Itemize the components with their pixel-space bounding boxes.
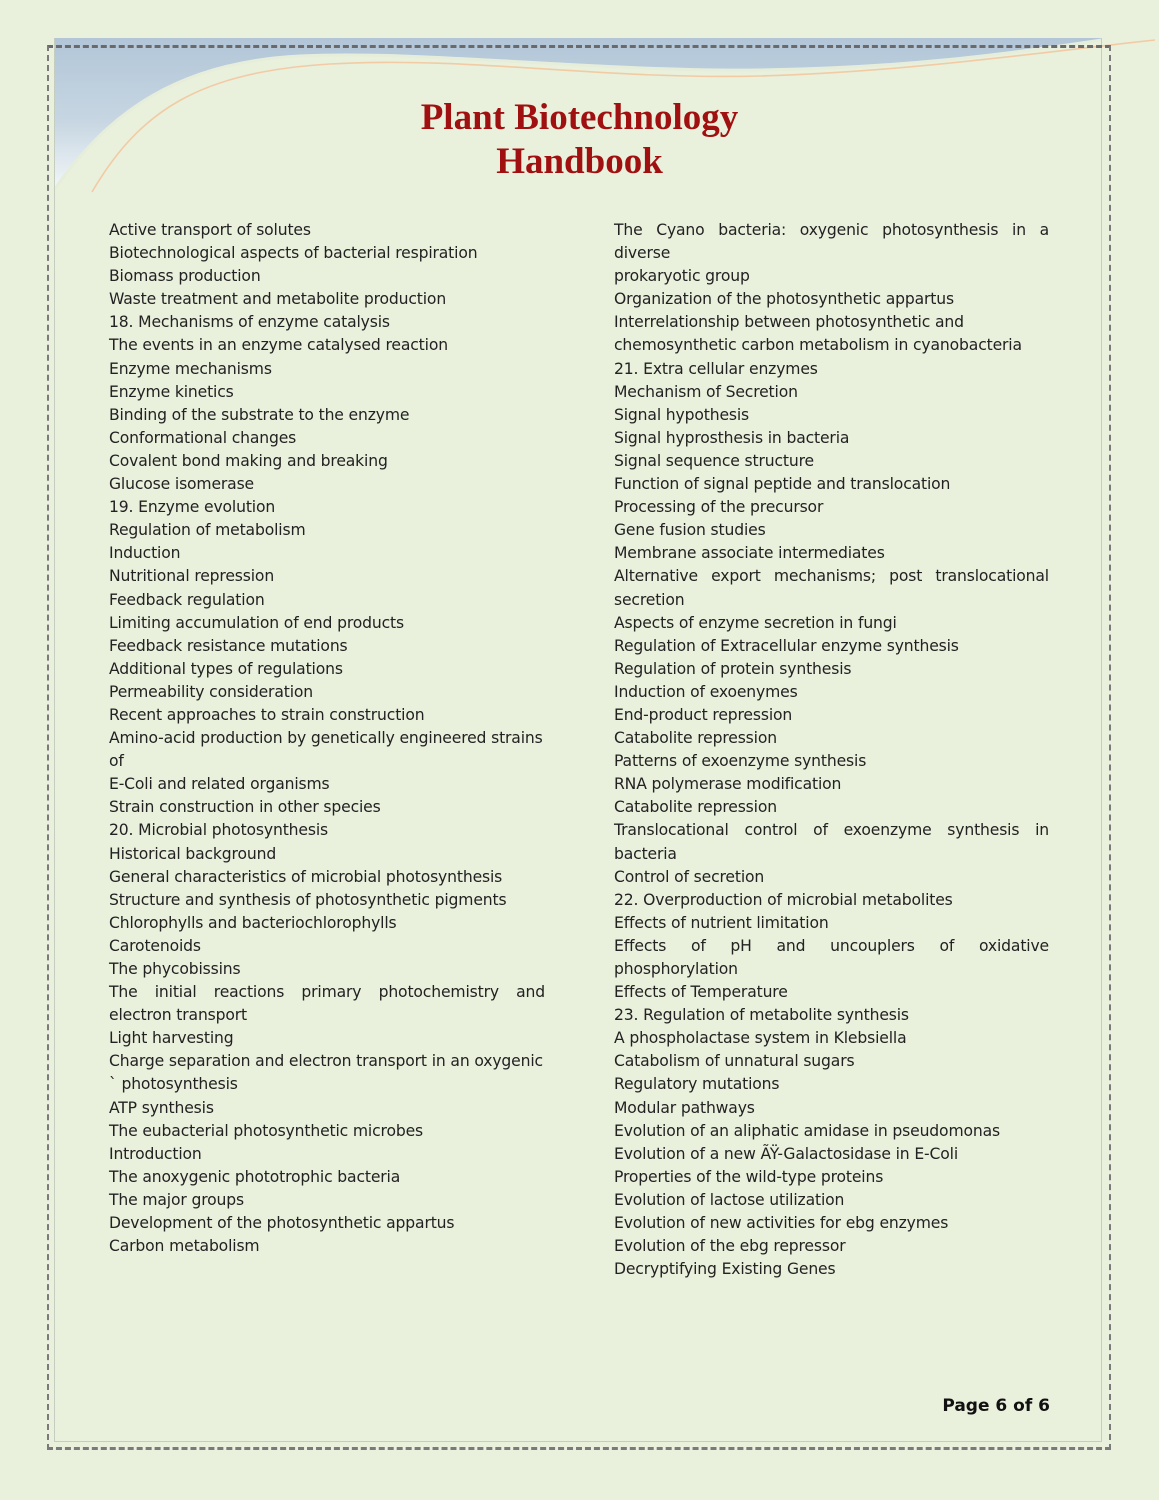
toc-entry: Structure and synthesis of photosynthetic pigments — [109, 890, 507, 909]
title-line-1: Plant Biotechnology — [420, 97, 739, 138]
toc-entry: The phycobissins — [109, 960, 241, 978]
toc-entry: Induction of exoenymes — [614, 682, 798, 701]
toc-entry: Effects of pH and uncouplers of oxidative — [614, 936, 1049, 955]
toc-entry: Interrelationship between photosynthetic and — [614, 313, 964, 332]
toc-entry: The initial reactions primary photochemistry and — [109, 983, 545, 1002]
toc-left-column — [109, 219, 545, 1258]
toc-entry: 20. Microbial photosynthesis — [109, 821, 328, 840]
toc-entry: chemosynthetic carbon metabolism in cyanobacteria — [614, 336, 1022, 355]
toc-entry: Chlorophylls and bacteriochlorophylls — [109, 913, 397, 932]
toc-entry: The events in an enzyme catalysed reaction — [109, 336, 448, 355]
toc-entry: secretion — [614, 590, 685, 609]
toc-entry: Control of secretion — [614, 867, 765, 886]
toc-entry: Permeability consideration — [109, 682, 313, 701]
toc-entry: Regulation of protein synthesis — [614, 659, 852, 678]
toc-entry: Evolution of a new ÃŸ-Galactosidase in E-Coli — [614, 1144, 959, 1163]
toc-entry: Decryptifying Existing Genes — [614, 1260, 836, 1279]
toc-entry: 19. Enzyme evolution — [109, 498, 276, 517]
toc-right-column — [614, 219, 1049, 1281]
toc-entry: Patterns of exoenzyme synthesis — [614, 752, 867, 771]
toc-entry: Modular pathways — [614, 1098, 755, 1117]
toc-entry: Mechanism of Secretion — [614, 382, 798, 401]
toc-entry: Carotenoids — [109, 936, 201, 955]
toc-entry: Evolution of lactose utilization — [614, 1190, 845, 1209]
toc-entry: Regulation of Extracellular enzyme synthesis — [614, 636, 959, 655]
toc-entry: Enzyme mechanisms — [109, 359, 272, 378]
toc-entry: Signal sequence structure — [614, 451, 814, 470]
toc-entry: Evolution of an aliphatic amidase in pseudomonas — [614, 1121, 1000, 1140]
toc-entry: ` photosynthesis — [109, 1075, 238, 1094]
toc-entry: Light harvesting — [109, 1029, 234, 1048]
toc-entry: Carbon metabolism — [109, 1237, 260, 1256]
toc-entry: bacteria — [614, 844, 677, 863]
toc-entry: Development of the photosynthetic appartus — [109, 1214, 455, 1233]
toc-entry: Strain construction in other species — [109, 798, 381, 817]
toc-entry: Binding of the substrate to the enzyme — [109, 405, 410, 424]
toc-entry: Charge separation and electron transport in an oxygenic — [109, 1052, 543, 1071]
toc-entry: Biotechnological aspects of bacterial respiration — [109, 244, 478, 263]
toc-entry: Gene fusion studies — [614, 521, 766, 540]
title-line-2: Handbook — [496, 141, 663, 182]
toc-entry: Effects of nutrient limitation — [614, 913, 829, 932]
page-number: Page 6 of 6 — [942, 1396, 1050, 1416]
toc-entry: Translocational control of exoenzyme synthesis in — [614, 821, 1049, 840]
toc-entry: Processing of the precursor — [614, 498, 824, 517]
toc-entry: The anoxygenic phototrophic bacteria — [109, 1167, 401, 1186]
toc-entry: RNA polymerase modification — [614, 775, 842, 794]
toc-entry: General characteristics of microbial photosynthesis — [109, 867, 503, 886]
toc-entry: Properties of the wild-type proteins — [614, 1167, 884, 1186]
toc-entry: Signal hypothesis — [614, 405, 750, 424]
toc-entry: Covalent bond making and breaking — [109, 451, 388, 470]
toc-entry: A phospholactase system in Klebsiella — [614, 1029, 907, 1048]
toc-entry: Biomass production — [109, 267, 261, 286]
toc-entry: Induction — [109, 544, 181, 563]
toc-entry: 22. Overproduction of microbial metabolites — [614, 890, 953, 909]
toc-entry: Function of signal peptide and translocation — [614, 475, 951, 494]
toc-entry: Additional types of regulations — [109, 659, 343, 678]
toc-entry: Active transport of solutes — [109, 221, 311, 239]
toc-entry: Evolution of new activities for ebg enzymes — [614, 1214, 949, 1233]
toc-entry: End-product repression — [614, 705, 793, 724]
toc-entry: prokaryotic group — [614, 267, 750, 286]
toc-entry: electron transport — [109, 1006, 248, 1025]
toc-entry: Recent approaches to strain construction — [109, 705, 425, 724]
toc-entry: Enzyme kinetics — [109, 382, 234, 401]
toc-entry: diverse — [614, 244, 671, 263]
toc-entry: Signal hyprosthesis in bacteria — [614, 428, 850, 447]
toc-entry: 23. Regulation of metabolite synthesis — [614, 1006, 909, 1025]
toc-entry: Feedback resistance mutations — [109, 636, 348, 655]
toc-entry: Glucose isomerase — [109, 475, 255, 494]
toc-entry: Evolution of the ebg repressor — [614, 1237, 846, 1256]
toc-entry: Catabolism of unnatural sugars — [614, 1052, 855, 1071]
toc-entry: Nutritional repression — [109, 567, 275, 586]
toc-entry: The major groups — [109, 1190, 244, 1209]
toc-entry: Organization of the photosynthetic appartus — [614, 290, 954, 309]
toc-entry: Membrane associate intermediates — [614, 544, 885, 563]
toc-entry: Amino-acid production by genetically engineered strains — [109, 729, 543, 748]
toc-entry: phosphorylation — [614, 960, 738, 978]
toc-entry: The eubacterial photosynthetic microbes — [109, 1121, 424, 1140]
document-title — [0, 96, 1159, 184]
toc-entry: Feedback regulation — [109, 590, 265, 609]
toc-entry: Waste treatment and metabolite production — [109, 290, 447, 309]
toc-entry: Regulation of metabolism — [109, 521, 306, 540]
toc-entry: of — [109, 752, 124, 771]
toc-entry: Alternative export mechanisms; post translocational — [614, 567, 1049, 586]
toc-entry: The Cyano bacteria: oxygenic photosynthesis in a — [614, 221, 1049, 239]
toc-entry: ATP synthesis — [109, 1098, 214, 1117]
toc-entry: Catabolite repression — [614, 798, 777, 817]
toc-entry: 18. Mechanisms of enzyme catalysis — [109, 313, 390, 332]
toc-entry: Aspects of enzyme secretion in fungi — [614, 613, 897, 632]
toc-entry: Effects of Temperature — [614, 983, 788, 1002]
toc-entry: Limiting accumulation of end products — [109, 613, 404, 632]
toc-entry: Historical background — [109, 844, 277, 863]
toc-entry: Introduction — [109, 1144, 202, 1163]
toc-entry: E-Coli and related organisms — [109, 775, 330, 794]
toc-entry: Catabolite repression — [614, 729, 777, 748]
toc-entry: 21. Extra cellular enzymes — [614, 359, 818, 378]
toc-entry: Conformational changes — [109, 428, 297, 447]
toc-entry: Regulatory mutations — [614, 1075, 780, 1094]
